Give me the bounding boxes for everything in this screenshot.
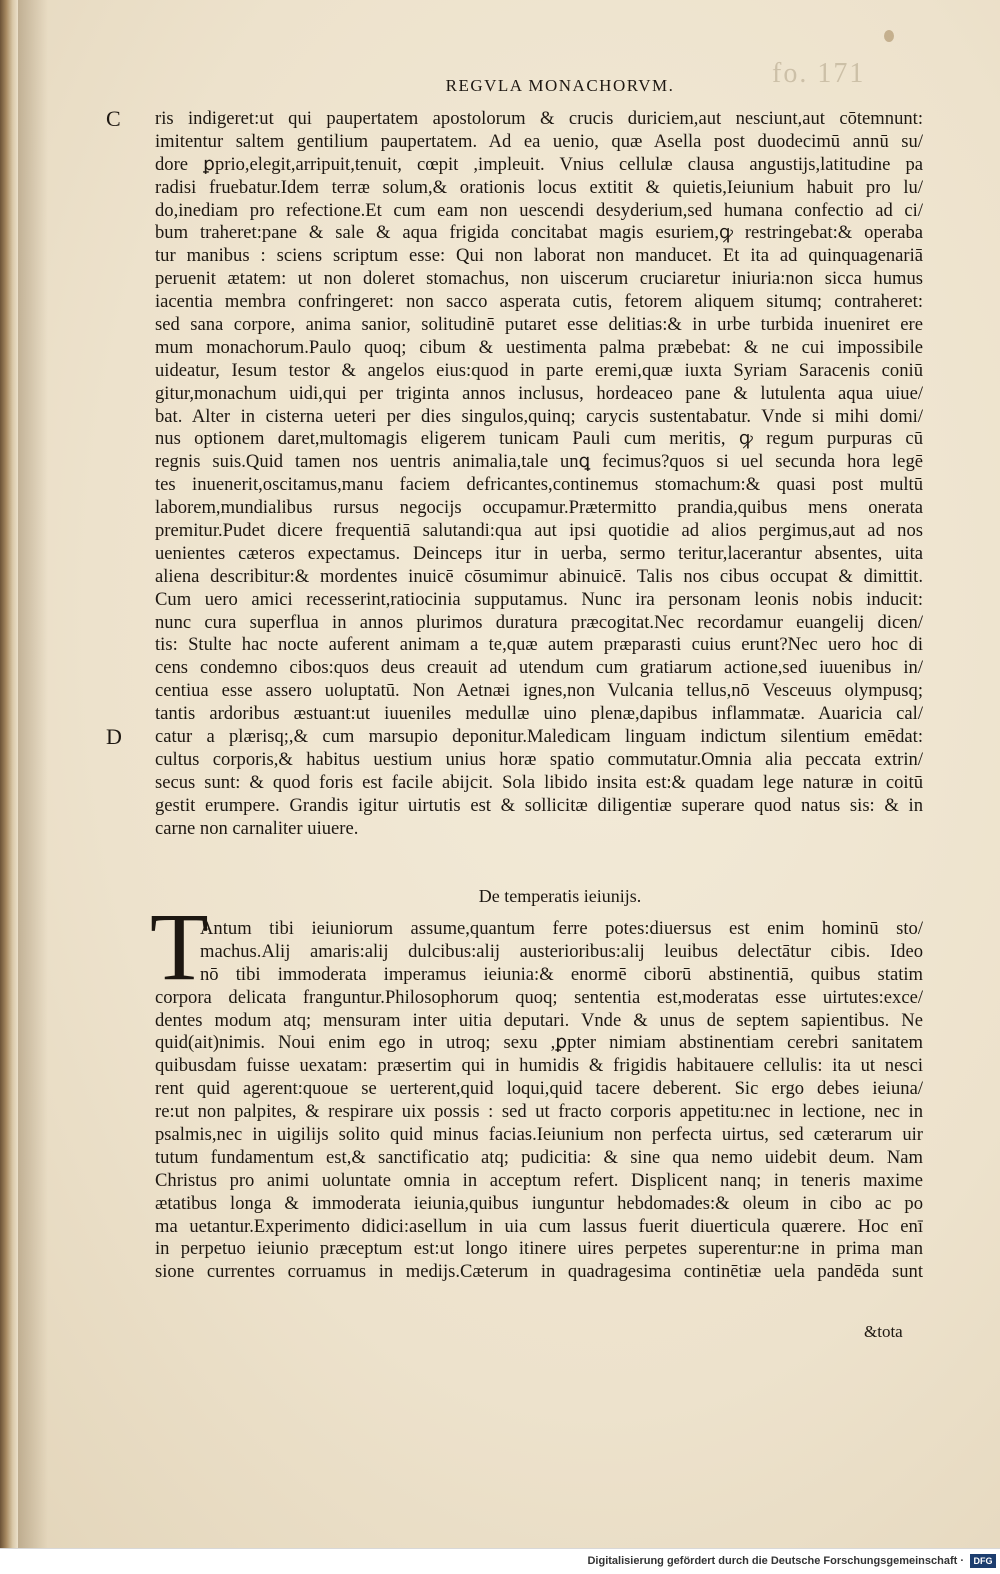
gutter-shadow: [18, 0, 48, 1548]
text-line: quibusdam fuisse uexatam: præsertim qui in humidis & frigidis habitauere cellulis: ita ut nesci: [155, 1055, 923, 1077]
catchword: &tota: [864, 1322, 903, 1341]
drop-cap: T: [150, 893, 209, 1000]
text-line: corpora delicata franguntur.Philosophorum quoq; sententia est,moderatas esse uirtutes:exce/: [155, 986, 923, 1008]
text-line: sione currentes corruamus in medijs.Cæterum in quadragesima continētiæ uela pandēda sunt: [155, 1261, 923, 1283]
funding-notice: Digitalisierung gefördert durch die Deutsche Forschungsgemeinschaft ·: [587, 1555, 964, 1567]
text-line: tes inuenerit,oscitamus,manu faciem defricantes,continemus stomachum:& quasi post multū: [155, 474, 923, 496]
text-line: tutum fundamentum est,& sanctificatio atq; pudicitia: & sine qua nemo uidebit deum. Nam: [155, 1146, 923, 1168]
text-line: ma uetantur.Experimento didici:asellum in uia cum lassus fuerit diuerticula quærere. Hoc enī: [155, 1215, 923, 1237]
text-line: tantis ardoribus æstuant:ut iuueniles medullæ uino plenæ,dapibus inflammatæ. Auaricia cal/: [155, 703, 923, 725]
text-line: Antum tibi ieiuniorum assume,quantum ferre potes:diuersus est enim hominū sto/: [200, 918, 923, 939]
text-line: ris indigeret:ut qui paupertatem apostolorum & crucis duriciem,aut nesciunt,aut cōtemnunt:: [155, 108, 923, 129]
text-line: tis: Stulte hac nocte auferent animam a te,quæ autem præparasti cuius erunt?Nec uero hoc di: [155, 634, 923, 656]
text-line: radisi fruebatur.Idem terræ solum,& orationis locus extitit & quietis,Ieiunium habuit pro lu/: [155, 176, 923, 198]
dfg-logo: DFG: [970, 1554, 996, 1568]
book-binding: [0, 0, 18, 1548]
text-line: peruenit ætatem: ut non doleret stomachus, non uiscerum cruciaretur iniuria:non sicca humus: [155, 268, 923, 290]
faint-folio-number: fo. 171: [772, 58, 866, 89]
text-line: ætatibus longa & immoderata ieiunia,quibus iunguntur hebdomades:& oleum in cibo ac po: [155, 1192, 923, 1214]
footer-bar: [0, 1548, 1000, 1574]
text-line: carne non carnaliter uiuere.: [155, 817, 359, 839]
text-line: laborem,mundialibus rursus negocijs occupamur.Prætermitto prandia,quibus mens onerata: [155, 497, 923, 519]
text-line: do,inediam pro refectione.Et cum eam non uescendi desyderium,sed humana confectio ad ci/: [155, 199, 923, 221]
text-line: in perpetuo ieiunio præceptum est:ut longo itinere uires perpetes superentur:ne in prima man: [155, 1238, 923, 1260]
text-line: psalmis,nec in uigilijs solito quid minus facias.Ieiunium non perfecta uirtus, sed cæterarum uir: [155, 1124, 923, 1146]
text-line: uideatur, Iesum testor & angelos eius:quod in parte eremi,quæ iuxta Syriam Saracenis coniū: [155, 359, 923, 381]
text-line: Christus pro animi uoluntate omnia in acceptum refert. Displicent nanq; in teneris maxime: [155, 1169, 923, 1191]
text-line: uenientes cæteros expectamus. Deinceps itur in uerba, sermo teritur,lacerantur absentes, uita: [155, 542, 923, 564]
marginal-letter-c: C: [106, 106, 121, 131]
text-line: quid(ait)nimis. Noui enim ego in utroq; sexu ,ꝑpter nimiam abstinentiam cerebri sanitatem: [155, 1032, 923, 1054]
text-line: dore ꝑprio,elegit,arripuit,tenuit, cœpit ,impleuit. Vnius cellulæ clausa angustijs,latitudine pa: [155, 153, 923, 175]
text-line: gitur,monachum uidi,qui per triginta annos inclusus, hordeaceo pane & lutulenta aqua uiue/: [155, 382, 923, 404]
text-block-2: [155, 918, 923, 1284]
paper-stain: [884, 30, 894, 42]
text-line: tur manibus : sciens scriptum esse: Qui non laborat non manducet. Et ita ad quinquagenariā: [155, 245, 923, 267]
text-line: machus.Alij amaris:alij dulcibus:alij austerioribus:alij leuibus delectātur cibis. Ideo: [200, 940, 923, 962]
text-line: regnis suis.Quid tamen nos uentris animalia,tale unꝗ fecimus?quos si uel secunda hora legē: [155, 451, 923, 473]
text-line: nunc cura superflua in annos plurimos duratura præcogitat.Nec recordamur euangelij dicen/: [155, 611, 923, 633]
text-line: dentes modum atq; mensuram inter uitia deputari. Vnde & unus de septem sapientibus. Ne: [155, 1009, 923, 1031]
text-line: re:ut non palpites, & respirare uix possis : sed ut fracto corporis appetitu:nec in lectione, nec in: [155, 1101, 923, 1123]
running-head: REGVLA MONACHORVM.: [445, 76, 675, 95]
text-line: centiua esse assero uoluptatū. Non Aetnæi ignes,non Vulcania tellus,nō Vesceuus olympusq;: [155, 680, 923, 702]
text-line: iacentia membra confringeret: non sacco asperata cutis, fetorem aliquem situmq; contraheret:: [155, 291, 923, 313]
text-block-1: [155, 108, 923, 841]
text-line: cens condemno cibos:quos deus creauit ad utendum cum gratiarum actione,sed iuuenibus in/: [155, 657, 923, 679]
text-line: mum monachorum.Paulo quoq; cibum & uestimenta palma præbebat: & ne cui impossibile: [155, 336, 923, 358]
text-line: sed sana corpore, anima sanior, solitudinē putaret esse delitias:& in urbe turbida inueniret ere: [155, 314, 923, 336]
text-line: catur a plærisq;,& cum marsupio deponitur.Maledicam linguam indictum silentium emēdat:: [155, 726, 923, 748]
section-title: De temperatis ieiunijs.: [478, 886, 642, 906]
text-line: gestit erumpere. Grandis igitur uirtutis est & sollicitæ diligentiæ superare quod natus sis: & in: [155, 794, 923, 816]
text-line: bat. Alter in cisterna ueteri per dies singulos,quinq; carycis sustentabatur. Vnde si mihi domi/: [155, 405, 923, 427]
text-line: nō tibi immoderata imperamus ieiunia:& enormē ciborū abstinentiā, quibus statim: [200, 963, 923, 985]
text-line: secus sunt: & quod foris est facile abijcit. Sola libido insita est:& quadam lege naturæ in coitū: [155, 771, 923, 793]
text-line: imitentur saltem gentilium paupertatem. Ad ea uenio, quæ Asella post duodecimū annū su/: [155, 130, 923, 152]
text-line: rent quid agerent:quoue se uerterent,quid loqui,quid tacere deberent. Sic ergo debes ieiuna/: [155, 1078, 923, 1100]
text-line: bum traheret:pane & sale & aqua frigida concitabat magis esuriem,ꝙ restringebat:& operaba: [155, 222, 923, 244]
text-line: cultus corporis,& habitus uestium unius horæ spatio commutatur.Omnia alia peccata extrin/: [155, 748, 923, 770]
marginal-letter-d: D: [106, 724, 122, 749]
text-line: nus optionem daret,multomagis eligerem tunicam Pauli cum meritis, ꝙ regum purpuras cū: [155, 428, 923, 450]
text-line: premitur.Pudet dicere frequentiā salutandi:qua aut ipsi quotidie ad alios pergimus,aut ad nos: [155, 520, 923, 542]
text-line: Cum uero amici recesserint,ratiocinia supputamus. Nunc ira personam leonis nobis inducit:: [155, 588, 923, 610]
text-line: aliena describitur:& mordentes inuicē cōsumimur abinuicē. Talis nos cibus occupat & dimittit.: [155, 565, 923, 587]
